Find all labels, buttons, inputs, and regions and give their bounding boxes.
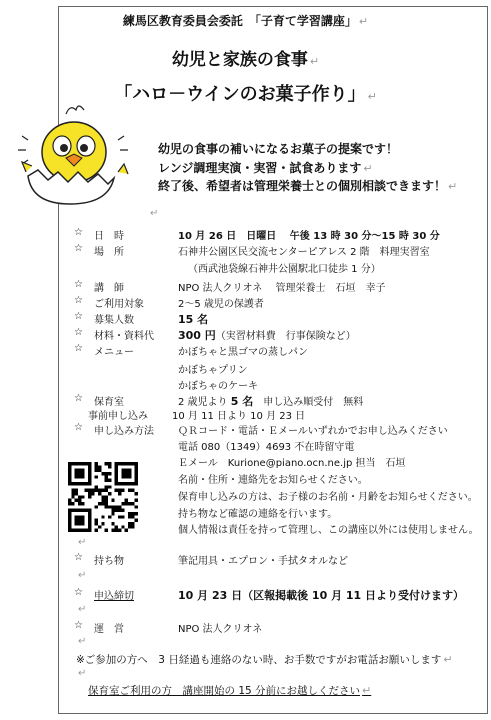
star-icon: ☆ (74, 422, 83, 433)
star-icon: ☆ (74, 393, 83, 404)
main-title: 幼児と家族の食事 ↵ (171, 50, 320, 70)
apply-note: 保育申し込みの方は、お子様のお名前・月齢をお知らせください。 (178, 492, 478, 503)
paragraph-mark: ↵ (78, 570, 87, 581)
star-icon: ☆ (74, 343, 83, 354)
nursery-note: 保育室ご利用の方 講座開始の 15 分前にお越しください ↵ (88, 684, 372, 697)
star-icon: ☆ (74, 227, 83, 238)
menu-item: かぼちゃプリン (178, 365, 248, 376)
flyer-page: 練馬区教育委員会委託 「子育て学習講座」 ↵ 幼児と家族の食事 ↵ 「ハロ－ウインのお菓子作り」 ↵ 幼児の食事の補いになるお菓子の提案です！ レンジ調理実演・実習・試食あります ↵ 終了後、希望者は管理栄養士との個別相談できます！ ↵ ↵ ☆ 日 時 10 月 26 日 日曜日 午後 13 時 30 分～15 時 30 分 ☆ 場 所 石神井公園区民交流センターピアレス 2 階 料理実習室 （西武池袋線石神井公園駅北口徒歩 1 分） ☆ 講 師 NPO 法人クリオネ 管理栄養士 石垣 幸子 ☆ ご利用対象 2～5 歳児の保護者 ☆ 募集人数 15 名 ☆ 材料・資料代 300 円（実習材料費 行事保険など） ☆ メニュー かぼちゃと黒ゴマの蒸しパン かぼちゃプリン かぼちゃのケーキ ☆ 保育室 2 歳児より 5 名 申し込み順受付 無料 事前申し込み 10 月 11 日より 10 月 23 日 ☆ 申し込み方法 ＱＲコード・電話・Ｅメールいずれかでお申し込みください 電話 080（1349）4693 不在時留守電 Ｅメール Kurione@piano.ocn.ne.jp 担当 石垣 名前・住所・連絡先をお知らせください。 保育申し込みの方は、お子様のお名前・月齢をお知らせください。 持ち物など確認の連絡を行います。 個人情報は責任を持って管理し、この講座以外には使用しません。 ↵ ☆ 持ち物 筆記用具・エプロン・手拭タオルなど ↵ ☆ 申込締切 10 月 23 日（区報掲載後 10 月 11 日より受付けます） ↵ ☆ 運 営 NPO 法人クリオネ ↵ ※ご参加の方へ 3 日経過も連絡のない時、お手数ですがお電話お願いします ↵ ↵ 保育室ご利用の方 講座開始の 15 分前にお越しください ↵ (0, 0, 491, 720)
paragraph-mark: ↵ (78, 537, 87, 548)
header-line: 練馬区教育委員会委託 「子育て学習講座」 ↵ (122, 14, 369, 28)
chick-illustration (8, 100, 138, 210)
star-icon: ☆ (74, 620, 83, 631)
apply-phone: 電話 080（1349）4693 不在時留守電 (178, 442, 355, 453)
apply-email[interactable]: Ｅメール Kurione@piano.ocn.ne.jp 担当 石垣 (178, 458, 406, 469)
paragraph-mark: ↵ (150, 208, 159, 219)
apply-note: 持ち物など確認の連絡を行います。 (178, 509, 338, 520)
star-icon: ☆ (74, 327, 83, 338)
paragraph-mark: ↵ (78, 604, 87, 615)
sub-title: 「ハロ－ウインのお菓子作り」 ↵ (114, 84, 377, 105)
intro-line-3: 終了後、希望者は管理栄養士との個別相談できます！ ↵ (158, 179, 458, 193)
paragraph-mark: ↵ (78, 636, 87, 647)
apply-note: 個人情報は責任を持って管理し、この講座以外には使用しません。 (178, 525, 479, 536)
qr-code[interactable] (68, 462, 138, 532)
participant-note: ※ご参加の方へ 3 日経過も連絡のない時、お手数ですがお電話お願いします ↵ (76, 653, 453, 666)
star-icon: ☆ (74, 552, 83, 563)
star-icon: ☆ (74, 587, 83, 598)
intro-line-2: レンジ調理実演・実習・試食あります ↵ (158, 161, 373, 175)
apply-note: 名前・住所・連絡先をお知らせください。 (178, 475, 368, 486)
paragraph-mark: ↵ (78, 668, 87, 679)
star-icon: ☆ (74, 279, 83, 290)
place-access: （西武池袋線石神井公園駅北口徒歩 1 分） (188, 264, 381, 275)
star-icon: ☆ (74, 243, 83, 254)
intro-line-1: 幼児の食事の補いになるお菓子の提案です！ (158, 142, 399, 156)
menu-item: かぼちゃのケーキ (178, 381, 258, 392)
star-icon: ☆ (74, 295, 83, 306)
star-icon: ☆ (74, 311, 83, 322)
